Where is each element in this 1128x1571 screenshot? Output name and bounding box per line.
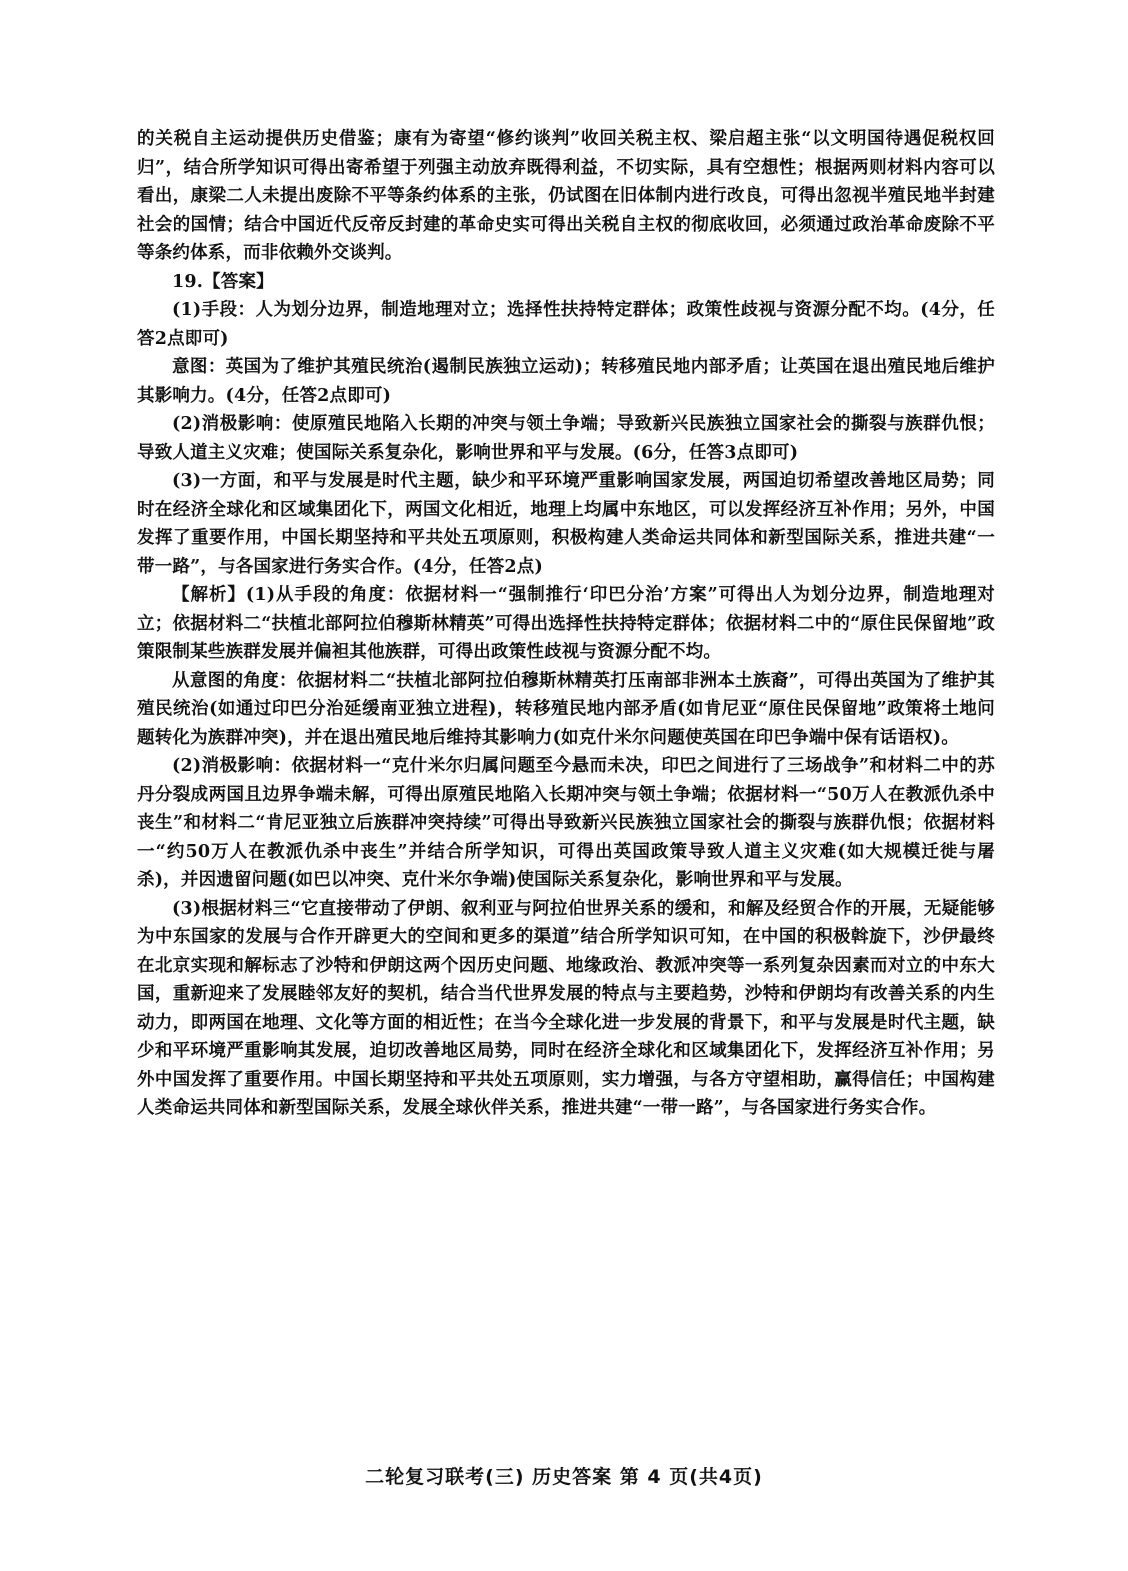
analysis-3: (3)根据材料三“它直接带动了伊朗、叙利亚与阿拉伯世界关系的缓和，和解及经贸合作的开展，无疑能够为中东国家的发展与合作开辟更大的空间和更多的渠道”结合所学知识可知，在中国的积极斡旋下，沙伊最终在北京实现和解标志了沙特和伊朗这两个因历史问题、地缘政治、教派冲突等一系列复杂因素而对立的中东大国，重新迎来了发展睦邻友好的契机，结合当代世界发展的特点与主要趋势，沙特和伊朗均有改善关系的内生动力，即两国在地理、文化等方面的相近性；在当今全球化进一步发展的背景下，和平与发展是时代主题，缺少和平环境严重影响其发展，迫切改善地区局势，同时在经济全球化和区域集团化下，发挥经济互补作用；另外中国发挥了重要作用。中国长期坚持和平共处五项原则，实力增强，与各方守望相助，赢得信任；中国构建人类命运共同体和新型国际关系，发展全球伙伴关系，推进共建“一带一路”，与各国家进行务实合作。: [137, 898, 995, 1118]
answer-3: (3)一方面，和平与发展是时代主题，缺少和平环境严重影响国家发展，两国迫切希望改善地区局势；同时在经济全球化和区域集团化下，两国文化相近，地理上均属中东地区，可以发挥经济互补作用；另外，中国发挥了重要作用，中国长期坚持和平共处五项原则，积极构建人类命运共同体和新型国际关系，推进共建“一带一路”，与各国家进行务实合作。(4分，任答2点): [137, 471, 995, 577]
page-footer: 二轮复习联考(三) 历史答案 第 4 页(共4页): [365, 1466, 763, 1488]
paragraph-continuation: 的关税自主运动提供历史借鉴；康有为寄望“修约谈判”收回关税主权、梁启超主张“以文明国待遇促税权回归”，结合所学知识可得出寄希望于列强主动放弃既得利益，不切实际，具有空想性；根据两则材料内容可以看出，康梁二人未提出废除不平等条约体系的主张，仍试图在旧体制内进行改良，可得出忽视半殖民地半封建社会的国情；结合中国近代反帝反封建的革命史实可得出关税自主权的彻底收回，必须通过政治革命废除不平等条约体系，而非依赖外交谈判。: [137, 129, 995, 263]
answer-1-intent: 意图：英国为了维护其殖民统治(遏制民族独立运动)；转移殖民地内部矛盾；让英国在退出殖民地后维护其影响力。(4分，任答2点即可): [137, 357, 995, 406]
question-19-heading: 19.【答案】: [172, 271, 274, 292]
analysis-2: (2)消极影响：依据材料一“克什米尔归属问题至今悬而未决，印巴之间进行了三场战争”和材料二中的苏丹分裂成两国且边界争端未解，可得出原殖民地陷入长期冲突与领土争端；依据材料一“50万人在教派仇杀中丧生”和材料二“肯尼亚独立后族群冲突持续”可得出导致新兴民族独立国家社会的撕裂与族群仇恨；依据材料一“约50万人在教派仇杀中丧生”并结合所学知识，可得出英国政策导致人道主义灾难(如大规模迁徙与屠杀)，并因遗留问题(如巴以冲突、克什米尔争端)使国际关系复杂化，影响世界和平与发展。: [137, 756, 995, 890]
answer-2: (2)消极影响：使原殖民地陷入长期的冲突与领土争端；导致新兴民族独立国家社会的撕裂与族群仇恨；导致人道主义灾难；使国际关系复杂化，影响世界和平与发展。(6分，任答3点即可): [137, 414, 995, 463]
answer-document: [137, 125, 995, 1123]
analysis-1-means: 【解析】(1)从手段的角度：依据材料一“强制推行‘印巴分治’方案”可得出人为划分边界，制造地理对立；依据材料二“扶植北部阿拉伯穆斯林精英”可得出选择性扶持特定群体；依据材料二中的“原住民保留地”政策限制某些族群发展并偏袒其他族群，可得出政策性歧视与资源分配不均。: [137, 585, 995, 662]
analysis-1-intent: 从意图的角度：依据材料二“扶植北部阿拉伯穆斯林精英打压南部非洲本土族裔”，可得出英国为了维护其殖民统治(如通过印巴分治延缓南亚独立进程)，转移殖民地内部矛盾(如肯尼亚“原住民保留地”政策将土地问题转化为族群冲突)，并在退出殖民地后维持其影响力(如克什米尔问题使英国在印巴争端中保有话语权)。: [137, 670, 995, 748]
answer-1-means: (1)手段：人为划分边界，制造地理对立；选择性扶持特定群体；政策性歧视与资源分配不均。(4分，任答2点即可): [137, 300, 995, 349]
